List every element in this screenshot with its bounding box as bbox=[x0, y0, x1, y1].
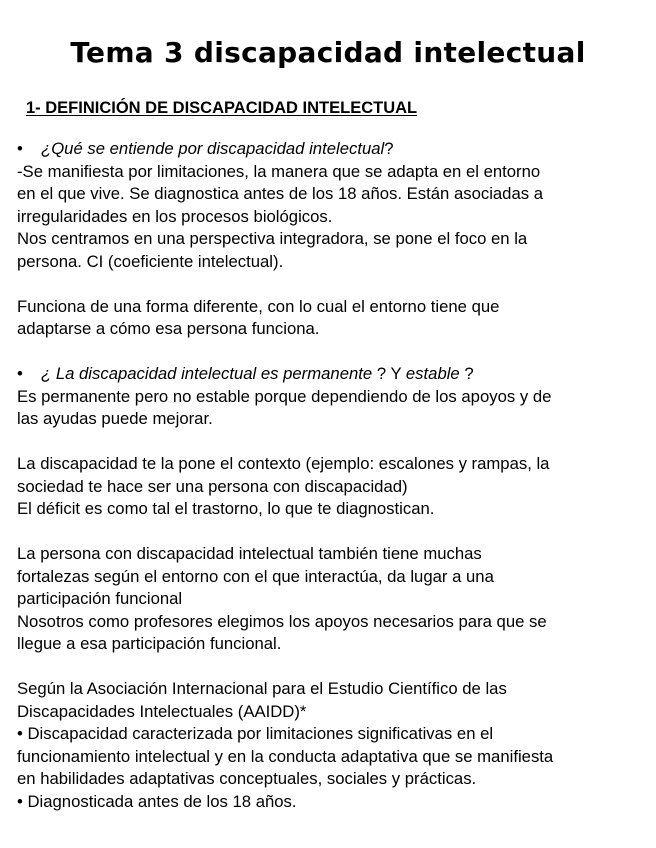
bullet-dot: • bbox=[17, 364, 23, 383]
paragraph-5-line-3: participación funcional bbox=[17, 589, 183, 608]
question-1 bbox=[17, 138, 642, 161]
paragraph-spacer bbox=[17, 656, 642, 679]
paragraph-6-line-1: Según la Asociación Internacional para el Estudio Científico de las bbox=[17, 679, 507, 698]
paragraph-6-line-5: en habilidades adaptativas conceptuales, sociales y prácticas. bbox=[17, 769, 477, 788]
paragraph-2-line-1: Funciona de una forma diferente, con lo cual el entorno tiene que bbox=[17, 296, 500, 316]
paragraph-4-line-2: sociedad te hace ser una persona con discapacidad) bbox=[17, 476, 408, 496]
question-2-mark: ? bbox=[459, 364, 474, 383]
question-1-mark: ? bbox=[384, 139, 394, 158]
paragraph-5-line-4: Nosotros como profesores elegimos los apoyos necesarios para que se bbox=[17, 611, 547, 631]
page-title: Tema 3 discapacidad intelectual bbox=[70, 36, 586, 69]
section-heading: 1- DEFINICIÓN DE DISCAPACIDAD INTELECTUAL bbox=[26, 99, 418, 117]
paragraph-1-line-5: persona. CI (coeficiente intelectual). bbox=[17, 251, 284, 271]
paragraph-6-line-6: • Diagnosticada antes de los 18 años. bbox=[17, 791, 297, 811]
paragraph-5-line-5: llegue a esa participación funcional. bbox=[17, 634, 282, 653]
paragraph-5-line-1: La persona con discapacidad intelectual también tiene muchas bbox=[17, 544, 482, 563]
paragraph-3-line-2: las ayudas puede mejorar. bbox=[17, 409, 213, 428]
paragraph-spacer bbox=[17, 341, 642, 364]
paragraph-spacer bbox=[17, 431, 642, 454]
question-1-text: ¿Qué se entiende por discapacidad intelectual bbox=[41, 139, 385, 158]
paragraph-1-line-3: irregularidades en los procesos biológicos. bbox=[17, 206, 333, 226]
question-2-text-a: ¿ La discapacidad intelectual es permanente bbox=[41, 364, 373, 383]
paragraph-spacer bbox=[17, 273, 642, 296]
paragraph-1-line-4: Nos centramos en una perspectiva integradora, se pone el foco en la bbox=[17, 229, 528, 248]
bullet-dot: • bbox=[17, 139, 23, 158]
document-body bbox=[17, 138, 642, 813]
question-2-text-b: estable bbox=[405, 364, 460, 383]
question-2-mid: ? Y bbox=[372, 364, 406, 383]
paragraph-2-line-2: adaptarse a cómo esa persona funciona. bbox=[17, 319, 320, 338]
paragraph-4-line-3: El déficit es como tal el trastorno, lo que te diagnostican. bbox=[17, 499, 435, 518]
paragraph-4-line-1: La discapacidad te la pone el contexto (ejemplo: escalones y rampas, la bbox=[17, 454, 550, 473]
paragraph-6-line-3: • Discapacidad caracterizada por limitaciones significativas en el bbox=[17, 724, 494, 743]
question-2 bbox=[17, 363, 642, 386]
paragraph-3-line-1: Es permanente pero no estable porque dependiendo de los apoyos y de bbox=[17, 386, 552, 406]
paragraph-1-line-1: -Se manifiesta por limitaciones, la manera que se adapta en el entorno bbox=[17, 161, 541, 181]
paragraph-1-line-2: en el que vive. Se diagnostica antes de los 18 años. Están asociadas a bbox=[17, 184, 544, 203]
paragraph-6-line-2: Discapacidades Intelectuales (AAIDD)* bbox=[17, 701, 307, 721]
paragraph-6-line-4: funcionamiento intelectual y en la conducta adaptativa que se manifiesta bbox=[17, 746, 554, 766]
paragraph-spacer bbox=[17, 521, 642, 544]
paragraph-5-line-2: fortalezas según el entorno con el que interactúa, da lugar a una bbox=[17, 566, 494, 586]
